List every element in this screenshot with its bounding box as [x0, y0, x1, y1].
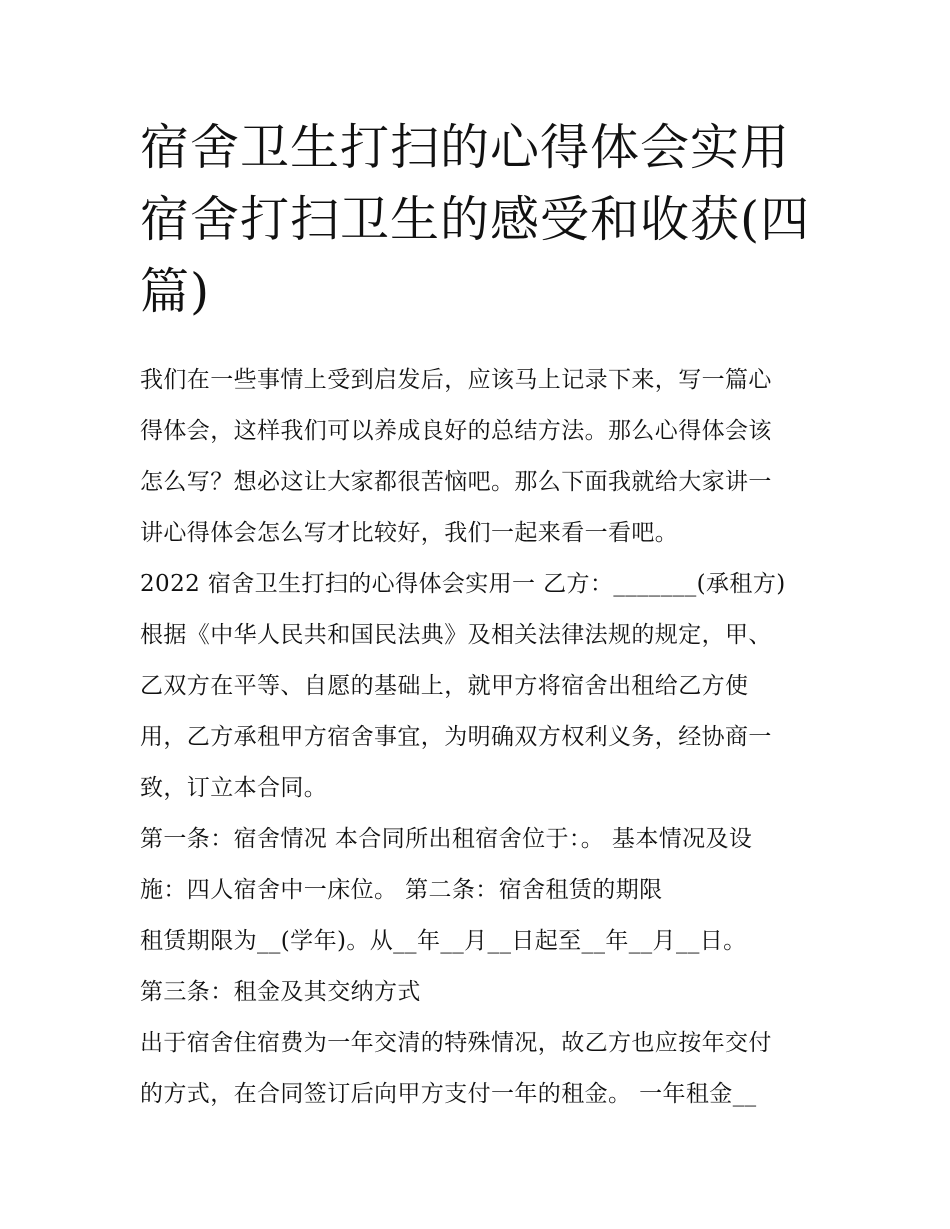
body-line: 致，订立本合同。 [140, 775, 328, 801]
body-line: 我们在一些事情上受到启发后，应该马上记录下来，写一篇心 [140, 367, 772, 393]
body-line: 用，乙方承租甲方宿舍事宜，为明确双方权利义务，经协商一 [140, 724, 772, 750]
body-line: 第三条：租金及其交纳方式 [140, 979, 421, 1005]
body-line: 怎么写？想必这让大家都很苦恼吧。那么下面我就给大家讲一 [140, 469, 772, 495]
title-line: 宿舍打扫卫生的感受和收获(四 [140, 191, 811, 248]
body-line: 乙双方在平等、自愿的基础上，就甲方将宿舍出租给乙方使 [140, 673, 749, 699]
body-line: 得体会，这样我们可以养成良好的总结方法。那么心得体会该 [140, 418, 772, 444]
body-line: 根据《中华人民共和国民法典》及相关法律法规的规定，甲、 [140, 622, 772, 648]
body-line: 讲心得体会怎么写才比较好，我们一起来看一看吧。 [140, 520, 679, 546]
body-line: 租赁期限为__(学年)。从__年__月__日起至__年__月__日。 [140, 928, 747, 954]
body-line: 施：四人宿舍中一床位。 第二条：宿舍租赁的期限 [140, 877, 663, 903]
title-line: 篇) [140, 263, 211, 320]
title-line: 宿舍卫生打扫的心得体会实用 [140, 119, 791, 176]
body-line: 的方式，在合同签订后向甲方支付一年的租金。 一年租金__ [140, 1081, 757, 1107]
body-line: 2022 宿舍卫生打扫的心得体会实用一 乙方：_______(承租方) [140, 571, 786, 597]
body-line: 出于宿舍住宿费为一年交清的特殊情况，故乙方也应按年交付 [140, 1030, 772, 1056]
document-title [140, 112, 820, 328]
document-body [140, 355, 820, 1120]
body-line: 第一条：宿舍情况 本合同所出租宿舍位于：。 基本情况及设 [140, 826, 753, 852]
